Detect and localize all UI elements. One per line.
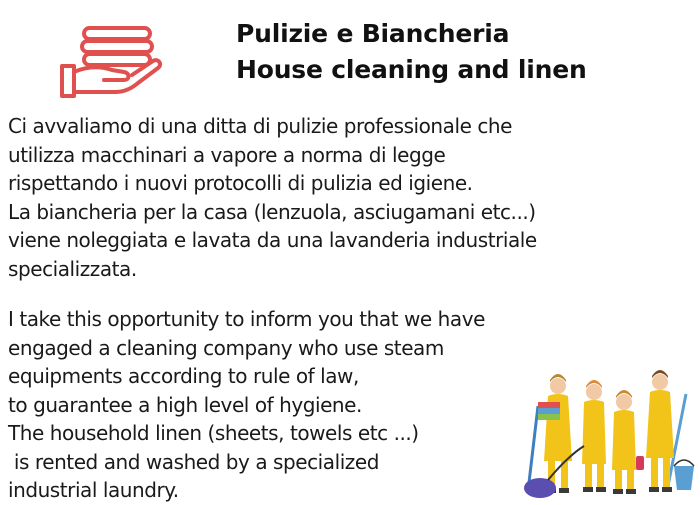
hand-linen-icon [58, 22, 170, 102]
text-line: Ci avvaliamo di una ditta di pulizie professionale che [8, 114, 512, 138]
text-line: industrial laundry. [8, 478, 179, 502]
text-line: equipments according to rule of law, [8, 364, 359, 388]
text-line: rispettando i nuovi protocolli di pulizia ed igiene. [8, 171, 473, 195]
text-line: viene noleggiata e lavata da una lavanderia industriale [8, 228, 537, 252]
title-italian: Pulizie e Biancheria [236, 19, 510, 48]
cleaning-staff-illustration [518, 366, 700, 500]
english-paragraph [8, 305, 485, 505]
text-line: The household linen (sheets, towels etc ...) [8, 421, 419, 445]
page-title [236, 16, 587, 88]
text-line: is rented and washed by a specialized [8, 449, 379, 474]
text-line: I take this opportunity to inform you that we have [8, 307, 485, 331]
text-line: engaged a cleaning company who use steam [8, 335, 444, 360]
text-line: specializzata. [8, 256, 137, 281]
text-line: utilizza macchinari a vapore a norma di legge [8, 142, 446, 167]
text-line: to guarantee a high level of hygiene. [8, 392, 362, 417]
text-line: La biancheria per la casa (lenzuola, asciugamani etc...) [8, 199, 536, 224]
italian-paragraph [8, 112, 537, 283]
title-english: House cleaning and linen [236, 55, 587, 84]
